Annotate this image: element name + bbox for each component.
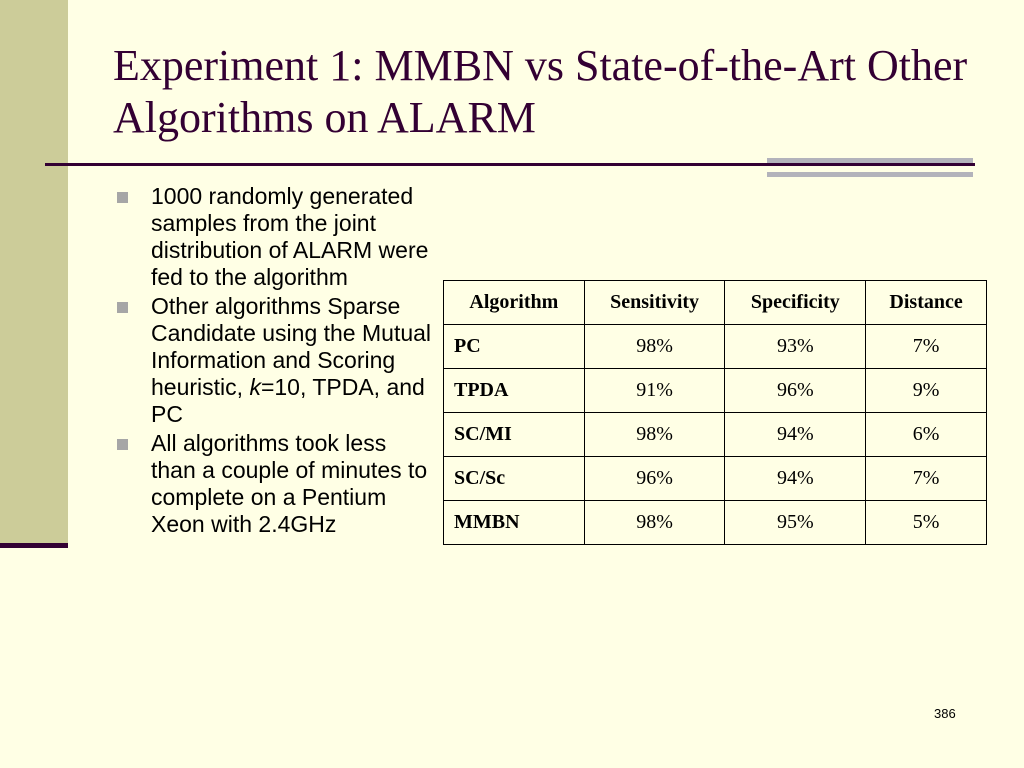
table-cell: 94% <box>725 413 866 457</box>
table-cell: 6% <box>866 413 987 457</box>
table-row <box>444 369 987 413</box>
table-cell: 93% <box>725 325 866 369</box>
left-decorative-band <box>0 0 68 545</box>
page-number: 386 <box>934 706 956 721</box>
table-cell: 96% <box>725 369 866 413</box>
title-underline <box>45 163 975 166</box>
bullet-text-part: =10, TPDA, and PC <box>151 374 425 427</box>
bullet-item <box>115 430 435 538</box>
table-cell: 95% <box>725 501 866 545</box>
bullet-list <box>115 183 435 540</box>
table-cell: 96% <box>584 457 725 501</box>
table-row <box>444 325 987 369</box>
table-cell: 94% <box>725 457 866 501</box>
table-header-cell: Sensitivity <box>584 281 725 325</box>
table-row <box>444 501 987 545</box>
table-cell: 91% <box>584 369 725 413</box>
square-bullet-icon <box>117 302 128 313</box>
bullet-text-italic-k: k <box>249 374 261 400</box>
table-row <box>444 457 987 501</box>
title-accent-bar-top <box>767 158 973 163</box>
table-cell: 98% <box>584 501 725 545</box>
bullet-text: 1000 randomly generated samples from the joint distribution of ALARM were fed to the algorithm <box>151 183 429 290</box>
table-row <box>444 413 987 457</box>
table-cell-algorithm: SC/Sc <box>444 457 585 501</box>
table-header-cell: Specificity <box>725 281 866 325</box>
square-bullet-icon <box>117 192 128 203</box>
slide-title: Experiment 1: MMBN vs State-of-the-Art Other Algorithms on ALARM <box>113 41 968 142</box>
bullet-item <box>115 293 435 428</box>
table-cell-algorithm: TPDA <box>444 369 585 413</box>
table-header-cell: Algorithm <box>444 281 585 325</box>
table-cell: 98% <box>584 325 725 369</box>
table-header-cell: Distance <box>866 281 987 325</box>
left-band-rule <box>0 543 68 548</box>
bullet-text <box>151 293 431 427</box>
table-cell: 98% <box>584 413 725 457</box>
table-cell-algorithm: MMBN <box>444 501 585 545</box>
bullet-text-part: Other algorithms Sparse Candidate using the Mutual Information and Scoring heuristic, <box>151 293 432 400</box>
title-accent-bar-bottom <box>767 172 973 177</box>
table-cell: 7% <box>866 325 987 369</box>
table-cell: 7% <box>866 457 987 501</box>
table-cell-algorithm: PC <box>444 325 585 369</box>
table-cell: 9% <box>866 369 987 413</box>
bullet-item <box>115 183 435 291</box>
square-bullet-icon <box>117 439 128 450</box>
table-cell: 5% <box>866 501 987 545</box>
bullet-text: All algorithms took less than a couple of minutes to complete on a Pentium Xeon with 2.4GHz <box>151 430 428 537</box>
table-header-row <box>444 281 987 325</box>
results-table <box>443 280 987 545</box>
table-cell-algorithm: SC/MI <box>444 413 585 457</box>
